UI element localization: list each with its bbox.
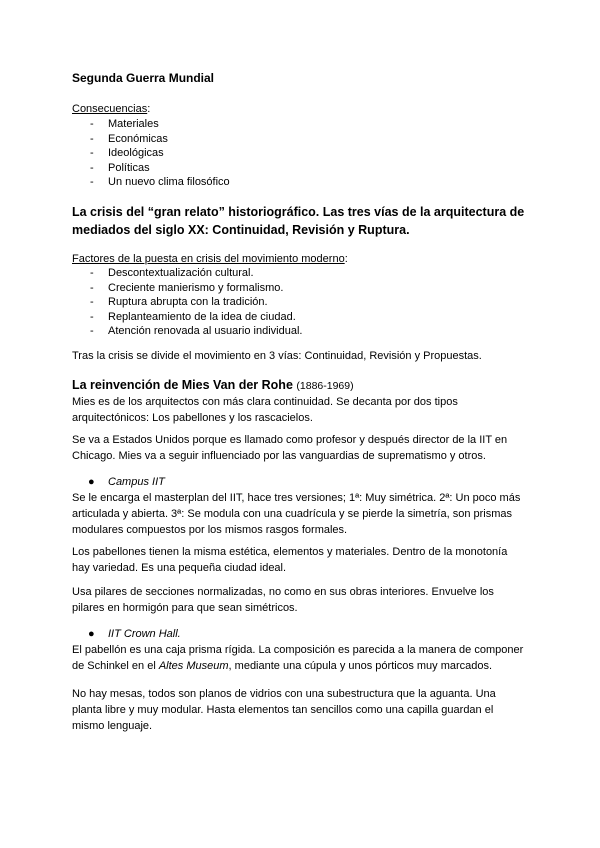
pavilions-paragraph: Los pabellones tienen la misma estética, elementos y materiales. Dentro de la monotonía hay variedad. Es una pequeña ciudad ideal.: [72, 546, 508, 574]
list-item: - Atención renovada al usuario individual.: [90, 325, 303, 338]
list-item: - Descontextualización cultural.: [90, 267, 254, 279]
consequences-label: Consecuencias:: [72, 103, 151, 115]
heading-mies: La reinvención de Mies Van der Rohe (1886-1969): [72, 378, 354, 392]
factors-list: [72, 266, 302, 339]
consequences-list: [72, 117, 230, 190]
crown-hall-paragraph: El pabellón es una caja prisma rígida. La composición es parecida a la manera de componer de Schinkel en el Altes Museum, mediante una cúpula y unos pórticos muy marcados.: [72, 644, 524, 672]
campus-iit-paragraph: Se le encarga el masterplan del IIT, hace tres versiones; 1ª: Muy simétrica. 2ª: Un poco más articulada y abierta. 3ª: Se modula con una cuadrícula y se pierde la simetría, son prismas modulares compuestos por los mismos rasgos formales.: [72, 492, 521, 536]
list-item: - Políticas: [90, 161, 150, 174]
list-item: - Creciente manierismo y formalismo.: [90, 281, 284, 294]
mies-intro: Mies es de los arquitectos con más clara continuidad. Se decanta por dos tipos arquitectónicos: Los pabellones y los rascacielos.: [72, 396, 458, 424]
heading-segunda-guerra: Segunda Guerra Mundial: [72, 71, 215, 85]
list-item: - Replanteamiento de la idea de ciudad.: [90, 310, 296, 323]
pillars-paragraph: Usa pilares de secciones normalizadas, no como en sus obras interiores. Envuelve los pilares en hormigón para que sean simétricos.: [72, 586, 494, 614]
campus-iit-heading: ● Campus IIT: [88, 476, 165, 488]
mies-usa-paragraph: Se va a Estados Unidos porque es llamado como profesor y después director de la IIT en Chicago. Mies va a seguir influenciado por las vanguardias de suprematismo y otros.: [72, 434, 508, 462]
list-item: - Ruptura abrupta con la tradición.: [90, 296, 268, 309]
list-item: - Un nuevo clima filosófico: [90, 176, 230, 189]
list-item: - Ideológicas: [90, 147, 164, 160]
tables-paragraph: No hay mesas, todos son planos de vidrios con una subestructura que la aguanta. Una planta libre y muy modular. Hasta elementos tan sencillos como una capilla guardan el mismo lenguaje.: [72, 688, 496, 732]
factors-label: Factores de la puesta en crisis del movimiento moderno:: [72, 253, 348, 265]
crown-hall-heading: ● IIT Crown Hall.: [88, 628, 181, 640]
list-item: - Económicas: [90, 132, 168, 145]
list-item: - Materiales: [90, 118, 159, 130]
heading-crisis-gran-relato: La crisis del “gran relato” historiográfico. Las tres vías de la arquitectura de mediados del siglo XX: Continuidad, Revisión y Ruptura.: [72, 205, 525, 237]
crisis-summary: Tras la crisis se divide el movimiento en 3 vías: Continuidad, Revisión y Propuestas.: [72, 350, 482, 362]
